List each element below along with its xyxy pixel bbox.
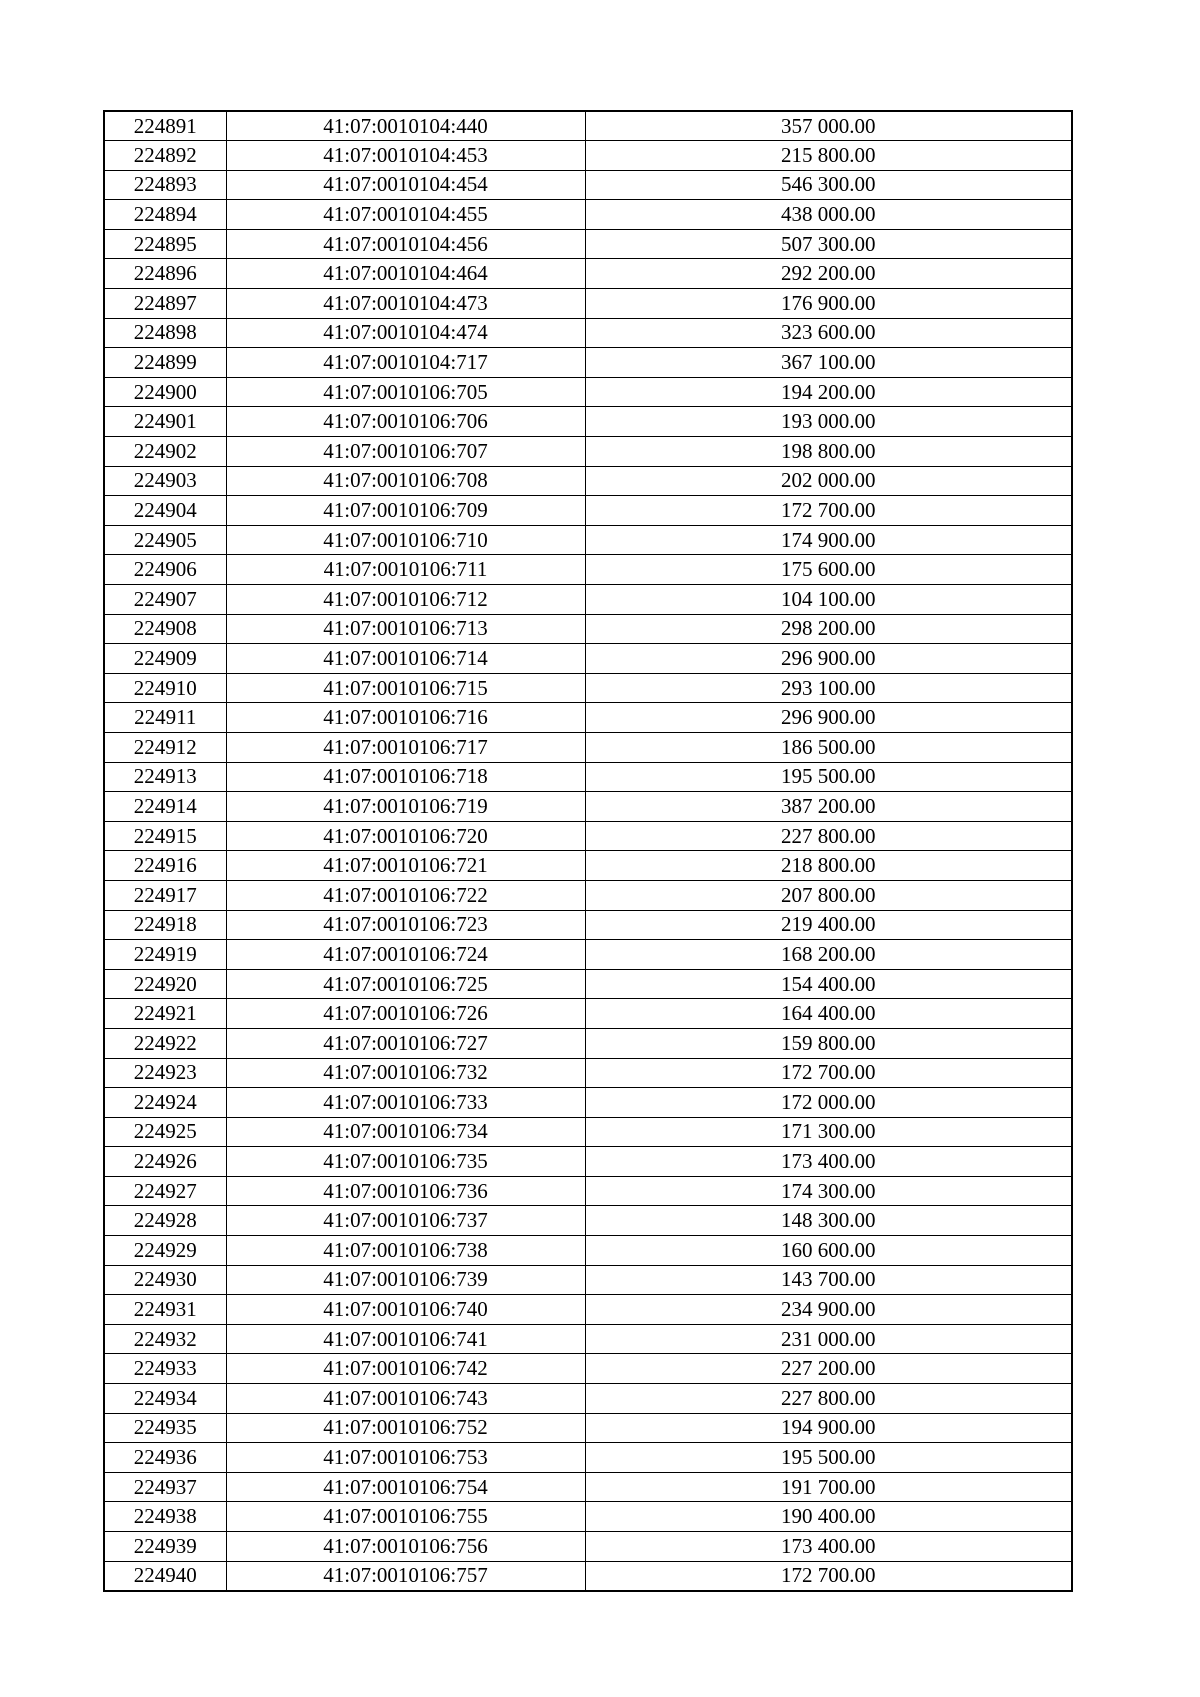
table-row [104,437,1072,467]
cadastral-number-cell: 41:07:0010106:752 [226,1413,585,1443]
row-number-cell: 224935 [104,1413,226,1443]
cadastral-number-cell: 41:07:0010104:453 [226,141,585,171]
cadastral-number-cell: 41:07:0010106:722 [226,880,585,910]
table-row [104,1147,1072,1177]
row-number-cell: 224917 [104,880,226,910]
cadastral-value-cell: 143 700.00 [585,1265,1072,1295]
cadastral-number-cell: 41:07:0010106:718 [226,762,585,792]
table-row [104,289,1072,319]
cadastral-value-cell: 227 800.00 [585,821,1072,851]
cadastral-number-cell: 41:07:0010106:723 [226,910,585,940]
cadastral-value-cell: 292 200.00 [585,259,1072,289]
cadastral-value-cell: 193 000.00 [585,407,1072,437]
cadastral-value-cell: 195 500.00 [585,762,1072,792]
row-number-cell: 224910 [104,673,226,703]
cadastral-value-cell: 173 400.00 [585,1532,1072,1562]
cadastral-number-cell: 41:07:0010106:742 [226,1354,585,1384]
cadastral-number-cell: 41:07:0010106:724 [226,940,585,970]
cadastral-value-cell: 191 700.00 [585,1472,1072,1502]
row-number-cell: 224936 [104,1443,226,1473]
table-row [104,229,1072,259]
cadastral-number-cell: 41:07:0010104:717 [226,348,585,378]
cadastral-value-cell: 387 200.00 [585,792,1072,822]
cadastral-number-cell: 41:07:0010106:706 [226,407,585,437]
cadastral-number-cell: 41:07:0010106:720 [226,821,585,851]
cadastral-number-cell: 41:07:0010106:740 [226,1295,585,1325]
row-number-cell: 224920 [104,969,226,999]
row-number-cell: 224927 [104,1176,226,1206]
table-row [104,1472,1072,1502]
cadastral-value-cell: 218 800.00 [585,851,1072,881]
row-number-cell: 224915 [104,821,226,851]
table-row [104,585,1072,615]
table-row [104,1561,1072,1591]
cadastral-number-cell: 41:07:0010106:717 [226,732,585,762]
table-row [104,1443,1072,1473]
table-row [104,377,1072,407]
row-number-cell: 224902 [104,437,226,467]
cadastral-number-cell: 41:07:0010106:727 [226,1028,585,1058]
table-row [104,969,1072,999]
cadastral-value-cell: 195 500.00 [585,1443,1072,1473]
cadastral-value-cell: 323 600.00 [585,318,1072,348]
cadastral-number-cell: 41:07:0010106:719 [226,792,585,822]
cadastral-number-cell: 41:07:0010106:712 [226,585,585,615]
cadastral-value-cell: 190 400.00 [585,1502,1072,1532]
cadastral-number-cell: 41:07:0010106:713 [226,614,585,644]
table-row [104,821,1072,851]
cadastral-value-cell: 160 600.00 [585,1236,1072,1266]
cadastral-value-cell: 215 800.00 [585,141,1072,171]
table-row [104,466,1072,496]
row-number-cell: 224928 [104,1206,226,1236]
row-number-cell: 224905 [104,525,226,555]
table-row [104,999,1072,1029]
cadastral-number-cell: 41:07:0010106:708 [226,466,585,496]
cadastral-number-cell: 41:07:0010106:721 [226,851,585,881]
row-number-cell: 224892 [104,141,226,171]
cadastral-value-cell: 234 900.00 [585,1295,1072,1325]
cadastral-value-cell: 104 100.00 [585,585,1072,615]
cadastral-number-cell: 41:07:0010106:709 [226,496,585,526]
cadastral-number-cell: 41:07:0010106:711 [226,555,585,585]
table-body [104,111,1072,1591]
row-number-cell: 224895 [104,229,226,259]
cadastral-value-cell: 231 000.00 [585,1324,1072,1354]
row-number-cell: 224925 [104,1117,226,1147]
row-number-cell: 224904 [104,496,226,526]
cadastral-value-cell: 357 000.00 [585,111,1072,141]
table-row [104,1384,1072,1414]
table-row [104,259,1072,289]
row-number-cell: 224919 [104,940,226,970]
row-number-cell: 224934 [104,1384,226,1414]
row-number-cell: 224913 [104,762,226,792]
table-row [104,555,1072,585]
cadastral-number-cell: 41:07:0010106:733 [226,1088,585,1118]
table-row [104,1058,1072,1088]
cadastral-value-cell: 194 900.00 [585,1413,1072,1443]
cadastral-number-cell: 41:07:0010106:754 [226,1472,585,1502]
row-number-cell: 224924 [104,1088,226,1118]
table-row [104,1088,1072,1118]
cadastral-value-cell: 207 800.00 [585,880,1072,910]
table-row [104,762,1072,792]
row-number-cell: 224897 [104,289,226,319]
row-number-cell: 224933 [104,1354,226,1384]
cadastral-number-cell: 41:07:0010106:705 [226,377,585,407]
row-number-cell: 224900 [104,377,226,407]
row-number-cell: 224923 [104,1058,226,1088]
row-number-cell: 224922 [104,1028,226,1058]
row-number-cell: 224906 [104,555,226,585]
table-row [104,1206,1072,1236]
cadastral-number-cell: 41:07:0010104:455 [226,200,585,230]
row-number-cell: 224938 [104,1502,226,1532]
table-row [104,1176,1072,1206]
row-number-cell: 224891 [104,111,226,141]
cadastral-value-cell: 227 200.00 [585,1354,1072,1384]
cadastral-value-cell: 174 900.00 [585,525,1072,555]
row-number-cell: 224918 [104,910,226,940]
cadastral-number-cell: 41:07:0010104:464 [226,259,585,289]
cadastral-number-cell: 41:07:0010106:738 [226,1236,585,1266]
cadastral-value-cell: 438 000.00 [585,200,1072,230]
cadastral-value-table [103,110,1073,1592]
row-number-cell: 224916 [104,851,226,881]
table-row [104,141,1072,171]
cadastral-value-cell: 186 500.00 [585,732,1072,762]
row-number-cell: 224899 [104,348,226,378]
cadastral-number-cell: 41:07:0010106:710 [226,525,585,555]
cadastral-number-cell: 41:07:0010106:726 [226,999,585,1029]
cadastral-value-cell: 202 000.00 [585,466,1072,496]
row-number-cell: 224903 [104,466,226,496]
table-row [104,1324,1072,1354]
table-row [104,732,1072,762]
row-number-cell: 224894 [104,200,226,230]
cadastral-number-cell: 41:07:0010106:741 [226,1324,585,1354]
row-number-cell: 224929 [104,1236,226,1266]
row-number-cell: 224909 [104,644,226,674]
table-row [104,673,1072,703]
cadastral-value-cell: 194 200.00 [585,377,1072,407]
table-row [104,1532,1072,1562]
table-row [104,1236,1072,1266]
table-row [104,348,1072,378]
cadastral-value-cell: 296 900.00 [585,703,1072,733]
cadastral-value-cell: 159 800.00 [585,1028,1072,1058]
row-number-cell: 224932 [104,1324,226,1354]
table-row [104,407,1072,437]
cadastral-number-cell: 41:07:0010106:736 [226,1176,585,1206]
row-number-cell: 224937 [104,1472,226,1502]
table-row [104,703,1072,733]
cadastral-number-cell: 41:07:0010106:716 [226,703,585,733]
cadastral-number-cell: 41:07:0010104:454 [226,170,585,200]
cadastral-value-cell: 546 300.00 [585,170,1072,200]
row-number-cell: 224911 [104,703,226,733]
table-row [104,792,1072,822]
cadastral-number-cell: 41:07:0010106:757 [226,1561,585,1591]
row-number-cell: 224907 [104,585,226,615]
cadastral-number-cell: 41:07:0010106:743 [226,1384,585,1414]
cadastral-number-cell: 41:07:0010106:753 [226,1443,585,1473]
row-number-cell: 224926 [104,1147,226,1177]
table-row [104,496,1072,526]
cadastral-value-cell: 148 300.00 [585,1206,1072,1236]
row-number-cell: 224901 [104,407,226,437]
cadastral-number-cell: 41:07:0010106:734 [226,1117,585,1147]
cadastral-value-cell: 293 100.00 [585,673,1072,703]
cadastral-value-cell: 367 100.00 [585,348,1072,378]
cadastral-number-cell: 41:07:0010106:735 [226,1147,585,1177]
cadastral-number-cell: 41:07:0010104:474 [226,318,585,348]
cadastral-number-cell: 41:07:0010104:440 [226,111,585,141]
cadastral-value-cell: 172 700.00 [585,1561,1072,1591]
table-row [104,111,1072,141]
row-number-cell: 224896 [104,259,226,289]
cadastral-value-cell: 298 200.00 [585,614,1072,644]
cadastral-number-cell: 41:07:0010104:456 [226,229,585,259]
table-row [104,940,1072,970]
table-row [104,200,1072,230]
cadastral-value-cell: 174 300.00 [585,1176,1072,1206]
row-number-cell: 224939 [104,1532,226,1562]
table-row [104,880,1072,910]
cadastral-value-cell: 176 900.00 [585,289,1072,319]
table-row [104,1028,1072,1058]
table-row [104,614,1072,644]
cadastral-number-cell: 41:07:0010106:714 [226,644,585,674]
row-number-cell: 224908 [104,614,226,644]
table-row [104,525,1072,555]
cadastral-value-cell: 507 300.00 [585,229,1072,259]
cadastral-value-cell: 168 200.00 [585,940,1072,970]
table-row [104,910,1072,940]
cadastral-value-cell: 219 400.00 [585,910,1072,940]
cadastral-value-cell: 173 400.00 [585,1147,1072,1177]
row-number-cell: 224893 [104,170,226,200]
cadastral-value-cell: 164 400.00 [585,999,1072,1029]
table-row [104,318,1072,348]
table-row [104,1295,1072,1325]
row-number-cell: 224931 [104,1295,226,1325]
cadastral-value-cell: 296 900.00 [585,644,1072,674]
cadastral-value-cell: 198 800.00 [585,437,1072,467]
table-row [104,1502,1072,1532]
cadastral-value-cell: 154 400.00 [585,969,1072,999]
row-number-cell: 224898 [104,318,226,348]
cadastral-number-cell: 41:07:0010104:473 [226,289,585,319]
cadastral-number-cell: 41:07:0010106:732 [226,1058,585,1088]
cadastral-value-cell: 172 700.00 [585,1058,1072,1088]
table-row [104,1413,1072,1443]
row-number-cell: 224921 [104,999,226,1029]
table-row [104,1354,1072,1384]
cadastral-value-cell: 175 600.00 [585,555,1072,585]
cadastral-number-cell: 41:07:0010106:725 [226,969,585,999]
cadastral-value-cell: 172 000.00 [585,1088,1072,1118]
table-row [104,170,1072,200]
cadastral-value-cell: 171 300.00 [585,1117,1072,1147]
cadastral-number-cell: 41:07:0010106:715 [226,673,585,703]
table-row [104,851,1072,881]
table-row [104,644,1072,674]
row-number-cell: 224940 [104,1561,226,1591]
cadastral-number-cell: 41:07:0010106:756 [226,1532,585,1562]
cadastral-number-cell: 41:07:0010106:737 [226,1206,585,1236]
row-number-cell: 224914 [104,792,226,822]
cadastral-number-cell: 41:07:0010106:755 [226,1502,585,1532]
row-number-cell: 224930 [104,1265,226,1295]
cadastral-value-cell: 227 800.00 [585,1384,1072,1414]
cadastral-number-cell: 41:07:0010106:707 [226,437,585,467]
row-number-cell: 224912 [104,732,226,762]
table-row [104,1265,1072,1295]
cadastral-value-cell: 172 700.00 [585,496,1072,526]
cadastral-number-cell: 41:07:0010106:739 [226,1265,585,1295]
table-row [104,1117,1072,1147]
